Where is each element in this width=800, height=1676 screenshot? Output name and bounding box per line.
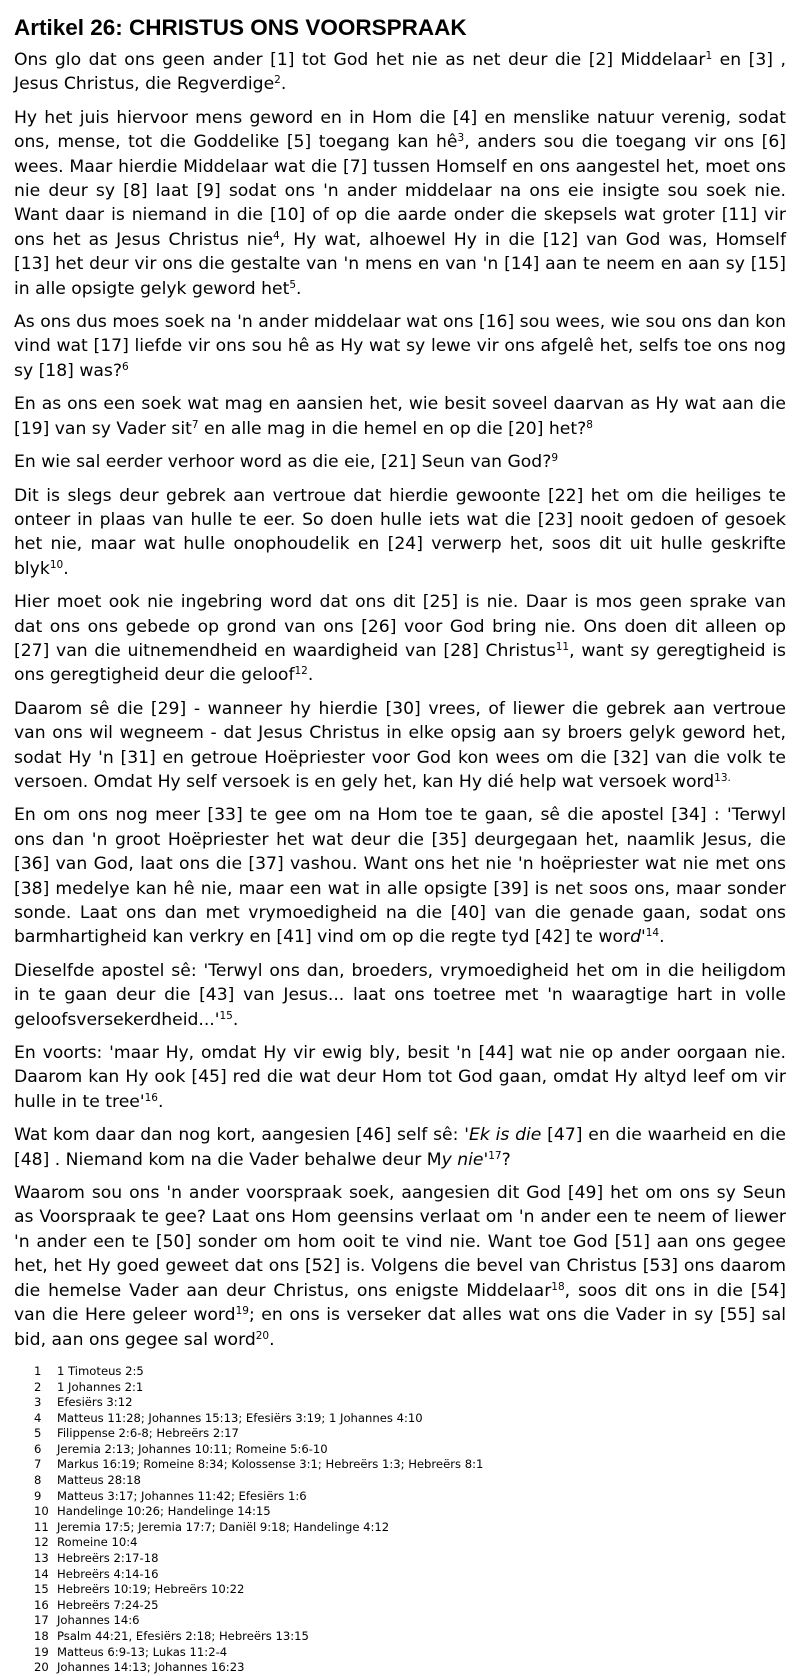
text-run: . bbox=[232, 1009, 239, 1030]
text-run: . bbox=[269, 1329, 275, 1350]
text-run: En voorts: 'maar Hy, omdat Hy vir ewig bly, besit 'n [44] wat nie op ander oorgaan nie. Daarom kan Hy ook [45] red die wat deur Hom tot God gaan, omdat Hy altyd leef om vir hulle in te tree' bbox=[14, 1043, 786, 1112]
footnote-number: 3 bbox=[34, 1395, 42, 1410]
footnote-number: 13 bbox=[34, 1551, 49, 1566]
footnote-ref: 4 bbox=[273, 229, 280, 242]
footnote-number: 6 bbox=[34, 1441, 42, 1456]
footnote-item bbox=[34, 1629, 786, 1645]
text-run: En om ons nog meer [33] te gee om na Hom toe te gaan, sê die apostel [34] : 'Terwyl ons dan 'n groot Hoëpriester het wat deur die [35] deurgegaan het, naamlik Jesus, die [36] van God, laat ons die [37] vashou. Want ons het nie 'n hoëpriester wat nie met ons [38] medelye kan hê nie, maar een wat in alle opsigte [39] is net soos ons, maar sonder sonde. Laat ons dan met vrymoedigheid na die [40] van die genade gaan, sodat ons barmhartigheid kan verkry en [41] vind om op die regte tyd [42] te wor bbox=[14, 805, 786, 948]
footnote-number: 19 bbox=[34, 1644, 49, 1659]
text-run: Hy het juis hiervoor mens geword en in Hom die [4] en menslike natuur verenig, sodat ons, mense, tot die Goddelike [5] toegang kan hê bbox=[14, 107, 786, 153]
paragraph bbox=[14, 803, 786, 949]
footnote-reference: Jeremia 17:5; Jeremia 17:7; Daniël 9:18; Handelinge 4:12 bbox=[57, 1519, 390, 1534]
italic-text: y nie bbox=[441, 1149, 484, 1170]
text-run: Dieselfde apostel sê: 'Terwyl ons dan, broeders, vrymoedigheid het om in die heiligdom in te gaan deur die [43] van Jesus... laat ons toetree met 'n waaragtige hart in volle geloofsversekerdheid...' bbox=[14, 960, 786, 1030]
footnote-ref: 13. bbox=[714, 771, 731, 784]
footnote-number: 11 bbox=[34, 1519, 49, 1534]
footnote-reference: Matteus 6:9-13; Lukas 11:2-4 bbox=[57, 1644, 228, 1659]
footnote-number: 10 bbox=[34, 1504, 49, 1519]
footnote-item bbox=[34, 1645, 786, 1661]
footnote-number: 1 bbox=[34, 1363, 42, 1378]
paragraph bbox=[14, 450, 786, 474]
text-run: Dit is slegs deur gebrek aan vertroue dat hierdie gewoonte [22] het om die heiliges te onteer in plaas van hulle te eer. So doen hulle iets wat die [23] nooit gedoen of gesoek het nie, maar wat hulle onophoudelik en [24] verwerp het, soos dit uit hulle geskrifte blyk bbox=[14, 485, 786, 579]
paragraph bbox=[14, 106, 786, 301]
text-run: en [3] , Jesus Christus, die Regverdige bbox=[14, 50, 786, 95]
footnote-item bbox=[34, 1395, 786, 1411]
footnote-reference: Handelinge 10:26; Handelinge 14:15 bbox=[57, 1504, 271, 1519]
footnote-ref: 6 bbox=[122, 360, 129, 373]
footnote-ref: 9 bbox=[551, 452, 559, 465]
footnote-number: 7 bbox=[34, 1457, 42, 1472]
footnote-reference: Filippense 2:6-8; Hebreërs 2:17 bbox=[57, 1426, 239, 1441]
footnote-number: 16 bbox=[34, 1597, 49, 1612]
text-run: , anders sou die toegang vir ons [6] wees. Maar hierdie Middelaar wat die [7] tussen Homself en ons aangestel het, moet ons nie deur sy [8] laat [9] sodat ons 'n ander middelaar na ons eie insigte sou soek nie. Want daar is niemand in die [10] of op die aarde onder die skepsels wat groter [11] vir ons het as Jesus Christus nie bbox=[14, 132, 786, 250]
footnote-item bbox=[34, 1520, 786, 1536]
paragraph bbox=[14, 392, 786, 441]
text-run: . bbox=[157, 1091, 164, 1112]
footnote-reference: Matteus 28:18 bbox=[57, 1473, 141, 1488]
footnote-reference: Hebreërs 2:17-18 bbox=[57, 1551, 159, 1566]
footnote-number: 18 bbox=[34, 1629, 49, 1643]
footnote-reference: Matteus 3:17; Johannes 11:42; Efesiërs 1:6 bbox=[57, 1488, 307, 1503]
text-run: en alle mag in die hemel en op die [20] het? bbox=[198, 418, 587, 439]
footnote-item bbox=[34, 1380, 786, 1396]
footnote-ref: 17 bbox=[488, 1149, 502, 1162]
footnote-ref: 12 bbox=[294, 665, 308, 678]
footnote-reference: Johannes 14:6 bbox=[57, 1613, 140, 1628]
text-run: , want sy geregtigheid is ons geregtigheid deur die geloof bbox=[14, 640, 786, 686]
footnote-item bbox=[34, 1473, 786, 1489]
footnote-item bbox=[34, 1457, 786, 1473]
paragraph bbox=[14, 1123, 786, 1172]
paragraph bbox=[14, 697, 786, 795]
footnote-number: 17 bbox=[34, 1613, 49, 1628]
footnote-reference: Jeremia 2:13; Johannes 10:11; Romeine 5:6-10 bbox=[57, 1441, 328, 1456]
footnote-ref: 5 bbox=[289, 278, 297, 291]
footnote-reference: Hebreërs 7:24-25 bbox=[57, 1597, 159, 1612]
footnote-item bbox=[34, 1598, 786, 1614]
text-run: Daarom sê die [29] - wanneer hy hierdie [30] vrees, of liewer die gebrek aan vertroue van ons wil wegneem - dat Jesus Christus in elke opsig aan sy broers gelyk geword het, sodat Hy 'n [31] en getroue Hoëpriester voor God kon wees om die [32] van die volk te versoen. Omdat Hy self versoek is en gely het, kan Hy dié help wat versoek word bbox=[14, 698, 786, 792]
footnote-number: 5 bbox=[34, 1426, 42, 1441]
text-run: , soos dit ons in die [54] van die Here geleer word bbox=[14, 1280, 786, 1326]
footnote-number: 12 bbox=[34, 1535, 49, 1550]
text-run: . bbox=[296, 278, 302, 299]
text-run: [47] en die waarheid en die [48] . Niemand kom na die Vader behalwe deur M bbox=[14, 1125, 786, 1170]
text-run: En wie sal eerder verhoor word as die eie, [21] Seun van God? bbox=[14, 452, 552, 473]
footnote-ref: 16 bbox=[144, 1091, 158, 1104]
text-run: En as ons een soek wat mag en aansien het, wie besit soveel daarvan as Hy wat aan die [19] van sy Vader sit bbox=[14, 394, 786, 439]
footnotes-list bbox=[34, 1364, 786, 1676]
footnote-reference: Efesiërs 3:12 bbox=[57, 1395, 133, 1410]
footnote-number: 15 bbox=[34, 1582, 49, 1597]
footnote-item bbox=[34, 1411, 786, 1427]
footnote-number: 8 bbox=[34, 1473, 42, 1488]
paragraph bbox=[14, 590, 786, 688]
article-title: Artikel 26: CHRISTUS ONS VOORSPRAAK bbox=[14, 15, 467, 40]
footnote-reference: Matteus 11:28; Johannes 15:13; Efesiërs 3:19; 1 Johannes 4:10 bbox=[57, 1410, 423, 1425]
footnote-ref: 7 bbox=[191, 418, 199, 431]
text-run: , Hy wat, alhoewel Hy in die [12] van God was, Homself [13] het deur vir ons die gestalte van 'n mens en van 'n [14] aan te neem en aan sy [15] in alle opsigte gelyk geword het bbox=[14, 229, 787, 299]
footnote-item bbox=[34, 1535, 786, 1551]
footnote-reference: Psalm 44:21, Efesiërs 2:18; Hebreërs 13:15 bbox=[57, 1629, 309, 1643]
paragraph bbox=[14, 310, 786, 383]
footnote-reference: 1 Timoteus 2:5 bbox=[57, 1363, 144, 1378]
footnote-reference: Markus 16:19; Romeine 8:34; Kolossense 3:1; Hebreërs 1:3; Hebreërs 8:1 bbox=[57, 1457, 484, 1472]
footnote-ref: 14 bbox=[645, 927, 660, 940]
footnote-ref: 11 bbox=[555, 640, 570, 653]
footnote-item bbox=[34, 1582, 786, 1598]
paragraph bbox=[14, 959, 786, 1032]
text-run: . bbox=[280, 74, 287, 95]
footnote-ref: 15 bbox=[219, 1009, 233, 1022]
footnote-item bbox=[34, 1364, 786, 1380]
footnote-item bbox=[34, 1567, 786, 1583]
paragraph bbox=[14, 48, 786, 97]
footnote-item bbox=[34, 1504, 786, 1520]
text-run: As ons dus moes soek na 'n ander middelaar wat ons [16] sou wees, wie sou ons dan kon vind wat [17] liefde vir ons sou hê as Hy wat sy lewe vir ons afgelê het, selfs toe ons nog sy [18] was? bbox=[14, 312, 786, 381]
text-run: ' bbox=[483, 1149, 489, 1170]
footnote-ref: 2 bbox=[274, 74, 281, 87]
footnote-ref: 18 bbox=[551, 1280, 565, 1293]
footnote-ref: 3 bbox=[457, 132, 465, 145]
italic-text: 'Ek is die bbox=[464, 1125, 542, 1146]
footnote-item bbox=[34, 1613, 786, 1629]
footnote-item bbox=[34, 1660, 786, 1676]
text-run: . bbox=[659, 927, 665, 948]
footnote-number: 2 bbox=[34, 1379, 42, 1394]
footnote-reference: Romeine 10:4 bbox=[57, 1535, 138, 1550]
footnote-reference: Hebreërs 10:19; Hebreërs 10:22 bbox=[57, 1582, 245, 1597]
text-run: ; en ons is verseker dat alles wat ons die Vader in sy [55] sal bid, aan ons gegee sal word bbox=[14, 1305, 787, 1350]
footnote-reference: 1 Johannes 2:1 bbox=[57, 1379, 144, 1394]
article-body bbox=[14, 48, 786, 1352]
footnote-ref: 1 bbox=[705, 50, 713, 62]
footnote-item bbox=[34, 1442, 786, 1458]
footnote-item bbox=[34, 1551, 786, 1567]
footnote-reference: Hebreërs 4:14-16 bbox=[57, 1566, 159, 1581]
text-run: Wat kom daar dan nog kort, aangesien [46] self sê: bbox=[14, 1125, 465, 1146]
footnote-item bbox=[34, 1426, 786, 1442]
paragraph bbox=[14, 1041, 786, 1114]
paragraph bbox=[14, 484, 786, 582]
paragraph bbox=[14, 1181, 786, 1352]
footnote-ref: 20 bbox=[255, 1329, 270, 1342]
footnote-number: 9 bbox=[34, 1488, 42, 1503]
footnote-number: 14 bbox=[34, 1566, 49, 1581]
footnote-number: 4 bbox=[34, 1410, 42, 1425]
text-run: Waarom sou ons 'n ander voorspraak soek, aangesien dit God [49] het om ons sy Seun as Voorspraak te gee? Laat ons Hom geensins verlaat om 'n ander een te neem of liewer 'n ander een te [50] sonder om hom ooit te vind nie. Want toe God [51] aan ons gegee het, het Hy goed geweet dat ons [52] is. Volgens die bevel van Christus [53] ons daarom die hemelse Vader aan deur Christus, ons enigste Middelaar bbox=[14, 1183, 786, 1301]
footnote-reference: Johannes 14:13; Johannes 16:23 bbox=[57, 1660, 245, 1675]
footnote-ref: 19 bbox=[235, 1305, 249, 1318]
text-run: Hier moet ook nie ingebring word dat ons dit [25] is nie. Daar is mos geen sprake van dat ons ons gebede op grond van ons [26] voor God bring nie. Ons doen dit alleen op [27] van die uitnemendheid en waardigheid van [28] Christus bbox=[14, 592, 786, 661]
footnote-ref: 8 bbox=[586, 418, 593, 431]
footnote-item bbox=[34, 1489, 786, 1505]
text-run: Ons glo dat ons geen ander [1] tot God het nie as net deur die [2] Middelaar bbox=[14, 50, 706, 70]
text-run: ? bbox=[501, 1149, 511, 1170]
text-run: . bbox=[307, 665, 314, 686]
footnote-ref: 10 bbox=[49, 558, 64, 571]
footnote-number: 20 bbox=[34, 1660, 49, 1675]
italic-text: d' bbox=[630, 927, 646, 948]
text-run: . bbox=[63, 558, 69, 579]
